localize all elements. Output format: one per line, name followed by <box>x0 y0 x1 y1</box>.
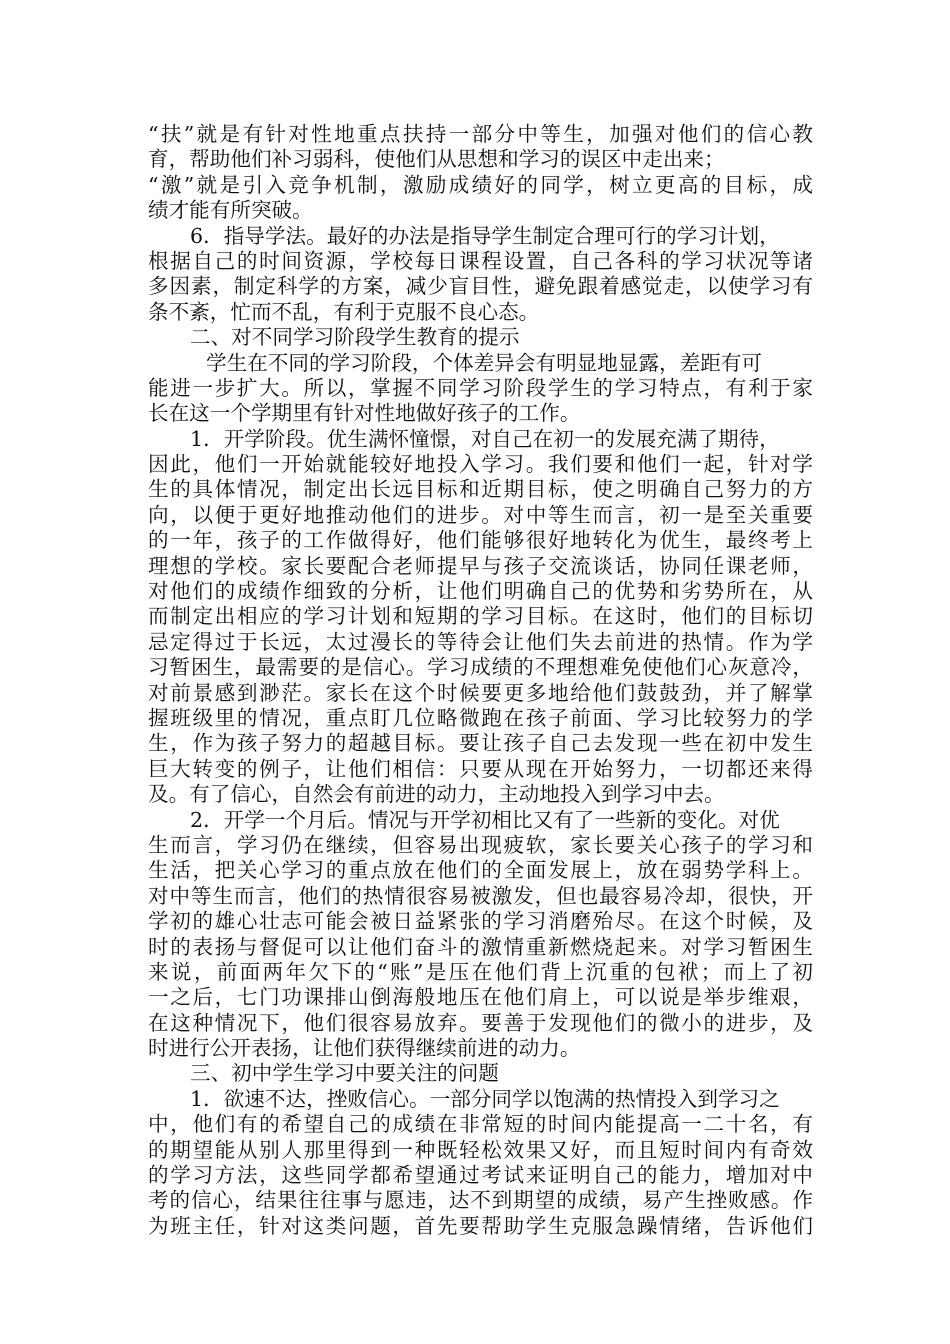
text-line: 学生在不同的学习阶段，个体差异会有明显地显露，差距有可 <box>206 350 763 375</box>
text-line: 的学习方法，这些同学都希望通过考试来证明自己的能力，增加对中 <box>148 1163 813 1188</box>
text-line: 能进一步扩大。所以，掌握不同学习阶段学生的学习特点，有利于家 <box>148 375 813 400</box>
text-line: 条不紊，忙而不乱，有利于克服不良心态。 <box>148 299 540 324</box>
text-line: 育，帮助他们补习弱科，使他们从思想和学习的误区中走出来； <box>148 147 725 172</box>
text-line: 向，以便于更好地推动他们的进步。对中等生而言，初一是至关重要 <box>148 502 813 527</box>
text-line: 生而言，学习仍在继续，但容易出现疲软，家长要关心孩子的学习和 <box>148 832 813 857</box>
text-line: 时进行公开表扬，让他们获得继续前进的动力。 <box>148 1036 581 1061</box>
section-heading: 二、对不同学习阶段学生教育的提示 <box>190 325 520 350</box>
text-line: 握班级里的情况，重点盯几位略微跑在孩子前面、学习比较努力的学 <box>148 705 813 730</box>
text-line: 6．指导学法。最好的办法是指导学生制定合理可行的学习计划， <box>190 223 780 248</box>
text-line: “激”就是引入竞争机制，激励成绩好的同学，树立更高的目标，成 <box>148 172 813 197</box>
text-line: 学初的雄心壮志可能会被日益紧张的学习消磨殆尽。在这个时候，及 <box>148 909 813 934</box>
text-line: 习暂困生，最需要的是信心。学习成绩的不理想难免使他们心灰意冷， <box>148 655 813 680</box>
text-line: 为班主任，针对这类问题，首先要帮助学生克服急躁情绪，告诉他们 <box>148 1213 813 1238</box>
text-line: 绩才能有所突破。 <box>148 198 313 223</box>
text-line: 生，作为孩子努力的超越目标。要让孩子自己去发现一些在初中发生 <box>148 731 813 756</box>
text-line: 多因素，制定科学的方案，减少盲目性，避免跟着感觉走，以使学习有 <box>148 274 813 299</box>
text-line: 来说，前面两年欠下的“账”是压在他们背上沉重的包袱；而上了初 <box>148 959 813 984</box>
text-line: 理想的学校。家长要配合老师提早与孩子交流谈话，协同任课老师， <box>148 553 813 578</box>
text-line: 而制定出相应的学习计划和短期的学习目标。在这时，他们的目标切 <box>148 604 813 629</box>
text-line: 生活，把关心学习的重点放在他们的全面发展上，放在弱势学科上。 <box>148 858 813 883</box>
text-line: 根据自己的时间资源，学校每日课程设置，自己各科的学习状况等诸 <box>148 248 813 273</box>
text-line: 忌定得过于长远，太过漫长的等待会让他们失去前进的热情。作为学 <box>148 629 813 654</box>
section-heading: 三、初中学生学习中要关注的问题 <box>190 1061 499 1086</box>
text-line: 1．开学阶段。优生满怀憧憬，对自己在初一的发展充满了期待， <box>190 426 780 451</box>
text-line: 时的表扬与督促可以让他们奋斗的激情重新燃烧起来。对学习暂困生 <box>148 934 813 959</box>
text-line: 在这种情况下，他们很容易放弃。要善于发现他们的微小的进步，及 <box>148 1010 813 1035</box>
text-line: 1．欲速不达，挫败信心。一部分同学以饱满的热情投入到学习之 <box>190 1086 780 1111</box>
text-line: 对中等生而言，他们的热情很容易被激发，但也最容易冷却，很快，开 <box>148 883 813 908</box>
text-line: 对他们的成绩作细致的分析，让他们明确自己的优势和劣势所在，从 <box>148 579 813 604</box>
text-line: “扶”就是有针对性地重点扶持一部分中等生，加强对他们的信心教 <box>148 122 813 146</box>
text-line: 的一年，孩子的工作做得好，他们能够很好地转化为优生，最终考上 <box>148 528 813 553</box>
text-line: 一之后，七门功课排山倒海般地压在他们肩上，可以说是举步维艰， <box>148 985 813 1010</box>
text-line: 中，他们有的希望自己的成绩在非常短的时间内能提高一二十名，有 <box>148 1112 813 1137</box>
document-body <box>148 122 813 1239</box>
text-line: 及。有了信心，自然会有前进的动力，主动地投入到学习中去。 <box>148 782 725 807</box>
text-line: 长在这一个学期里有针对性地做好孩子的工作。 <box>148 401 581 426</box>
text-line: 对前景感到渺茫。家长在这个时候要更多地给他们鼓鼓劲，并了解掌 <box>148 680 813 705</box>
text-line: 生的具体情况，制定出长远目标和近期目标，使之明确自己努力的方 <box>148 477 813 502</box>
text-line: 考的信心，结果往往事与愿违，达不到期望的成绩，易产生挫败感。作 <box>148 1188 813 1213</box>
text-line: 巨大转变的例子，让他们相信：只要从现在开始努力，一切都还来得 <box>148 756 813 781</box>
text-line: 因此，他们一开始就能较好地投入学习。我们要和他们一起，针对学 <box>148 452 813 477</box>
text-line: 的期望能从别人那里得到一种既轻松效果又好，而且短时间内有奇效 <box>148 1137 813 1162</box>
text-line: 2．开学一个月后。情况与开学初相比又有了一些新的变化。对优 <box>190 807 780 832</box>
